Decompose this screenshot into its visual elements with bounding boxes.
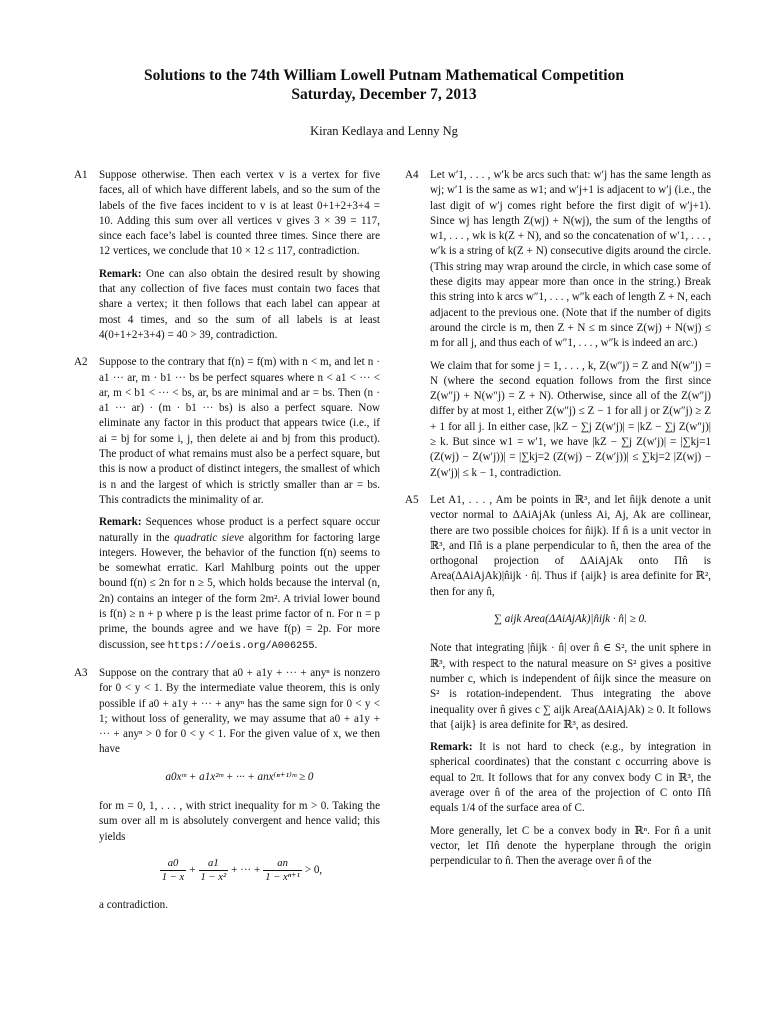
solution-text: Let A1, . . . , Am be points in ℝ³, and let n̂ijk denote a unit vector normal to ΔAiAjAk (unless Ai, Aj, Ak are collinear, there are two possible choices for n̂ijk). If n̂ is a unit vector in ℝ³, and Πn̂ is a plane perpendicular to n̂, then the area of the orthogonal projection of ΔAiAjAk onto Πn̂ is Area(ΔAiAjAk)|n̂ijk · n̂|. Thus if {aijk} is area definite for ℝ², then for any n̂, (430, 493, 711, 598)
problem-label: A2 (74, 356, 88, 369)
numerator: a1 (199, 857, 229, 871)
title-line-1: Solutions to the 74th William Lowell Putnam Mathematical Competition (144, 67, 624, 84)
display-equation: ∑ aijk Area(ΔAiAjAk)|n̂ijk · n̂| ≥ 0. (494, 613, 647, 626)
remark-text: It is not hard to check (e.g., by integration in spherical coordinates) that the constant c occurring above is equal to 2π. It follows that for any convex body C in ℝ³, the average over n̂ of the area of the projection of C onto Πn̂ equals 1/4 of the surface area of C. (430, 741, 711, 815)
solution-text: Suppose otherwise. Then each vertex v is a vertex for five faces, all of which have different labels, and so the sum of the labels of the five faces incident to v is at least 0+1+2+3+4 = 10. Adding this sum over all vertices v gives 3 × 39 = 117, since each face’s label is counted three times. Since there are 12 vertices, we conclude that 10 × 12 ≤ 117, contradiction. (99, 169, 380, 258)
remark-end: . (314, 638, 318, 651)
ellipsis-term: + ··· + (231, 863, 261, 876)
remark-paragraph (99, 515, 380, 654)
solution-text: Suppose to the contrary that f(n) = f(m) with n < m, and let n · a1 ··· ar, m · b1 ··· bs be perfect squares where n < a1 < ··· < ar, m < b1 < ··· < bs, ar, bs are minimal and ar = bs. Then (n · a1 ··· ar) · (m · b1 ··· bs) is also a perfect square. Now eliminate any factor in this product that appears twice (i.e., if ai = bj for some i, j, then delete ai and bj from this product). The product of what remains must also be a perfect square, but this is now a product of distinct integers, the smallest of which is n and the largest of which is strictly smaller than ar = bs. This contradicts the minimality of ar. (99, 356, 380, 506)
problem-label: A5 (405, 493, 419, 506)
remark-label: Remark: (430, 741, 473, 754)
problem-label: A4 (405, 169, 419, 181)
denominator: 1 − x² (200, 871, 227, 883)
remark-paragraph (99, 267, 380, 343)
fraction (263, 857, 302, 884)
emphasis-text: quadratic sieve (174, 531, 244, 544)
inequality-tail: > 0, (304, 863, 323, 876)
solution-text: Note that integrating |n̂ijk · n̂| over n̂ ∈ S², the unit sphere in ℝ³, with respect to the natural measure on S² gives a positive number c, which is independent of n̂ijk since the measure on S² is rotation-independent. Thus integrating the above inequality over n̂ gives c ∑ aijk Area(ΔAiAjAk) ≥ 0. It follows that {aijk} is area definite for ℝ³, as desired. (430, 642, 711, 731)
problem-label: A3 (74, 666, 88, 679)
display-equation: a0xᵐ + a1x²ᵐ + ··· + anx⁽ⁿ⁺¹⁾ᵐ ≥ 0 (165, 770, 314, 783)
remark-paragraph (430, 740, 711, 816)
denominator: 1 − x (161, 871, 185, 883)
fraction (160, 857, 186, 884)
problem-a1 (74, 168, 380, 343)
remark-text: algorithm for factoring large integers. However, the behavior of the function f(n) seems to be somewhat erratic. Karl Mahlburg points out the upper bound f(n) ≤ 2n for n ≥ 5, which holds because the interval (n, 2n) contains an integer of the form 2m². A trivial lower bound is f(n) ≥ n + p where p is the least prime factor of n. For n = p prime, the bounds agree and we have f(p) = 2p. For more discussion, see (99, 531, 380, 651)
problem-a3 (74, 666, 380, 913)
remark-text: One can also obtain the desired result by showing that any collection of five faces must contain two faces that share a vertex; it then follows that each label can appear at most 4 times, and so the sum of all labels is at least 4(0+1+2+3+4) = 40 > 39, contradiction. (99, 267, 380, 341)
numerator: an (263, 857, 302, 871)
solution-text: More generally, let C be a convex body in ℝⁿ. For n̂ a unit vector, let Πn̂ denote the hyperplane through the origin perpendicular to n̂. Then the average over n̂ of the (430, 824, 711, 868)
numerator: a0 (160, 857, 186, 871)
solution-text: Let w′1, . . . , w′k be arcs such that: w′j has the same length as wj; w′1 is the same as w1; and w′j+1 is adjacent to w′j (i.e., the last digit of w′j comes right before the first digit of w′j+1). Since wj has length Z(wj) + N(wj), the sum of the lengths of w1, . . . , wk is k(Z + N), and so the concatenation of w′1, . . . , w′k is a string of k(Z + N) consecutive digits around the circle. (This string may wrap around the circle, in which case some of these digits may appear more than once in the string.) Break this string into k arcs w″1, . . . , w″k each of length Z + N, each adjacent to the previous one. (Note that if the number of digits around the circle is m, then Z + N ≤ m since Z(wj) + N(wj) ≤ m for all j, and thus each of w″1, . . . , w″k is indeed an arc.) (430, 169, 711, 350)
problem-a4 (405, 168, 711, 481)
denominator: 1 − xⁿ⁺¹ (265, 871, 300, 883)
remark-label: Remark: (99, 516, 142, 529)
solution-text: for m = 0, 1, . . . , with strict inequality for m > 0. Taking the sum over all m is absolutely convergent and hence valid; this yields (99, 799, 380, 843)
oeis-link[interactable]: https://oeis.org/A006255 (167, 640, 315, 652)
solution-text: a contradiction. (99, 898, 169, 911)
solution-text: Suppose on the contrary that a0 + a1y + ··· + anyⁿ is nonzero for 0 < y < 1. By the intermediate value theorem, this is only possible if a0 + a1y + ··· + anyⁿ has the same sign for 0 < y < 1; without loss of generality, we may assume that a0 + a1y + ··· + anyⁿ > 0 for 0 < y < 1. For the given value of x, we then have (99, 666, 380, 756)
problem-a2 (74, 355, 380, 654)
authors: Kiran Kedlaya and Lenny Ng (310, 124, 458, 138)
remark-label: Remark: (99, 267, 142, 280)
problem-a5 (405, 493, 711, 870)
fraction (199, 857, 229, 884)
display-equation-sum: $\frac{a0}{1 - x}$ + $\frac{a1}{\text{1 − x²}}$ + ··· + $\frac{an}{\text{1 − xⁿ⁺¹}}$ > 0, (161, 857, 323, 883)
paper-title (0, 66, 768, 104)
problem-label: A1 (74, 169, 88, 181)
remark-text: Sequences whose product is a perfect square occur naturally in the (99, 516, 380, 544)
solution-text: We claim that for some j = 1, . . . , k, Z(w″j) = Z and N(w″j) = N (where the second equation follows from the first since Z(w″j) + N(w″j) = Z + N). Otherwise, since all of the Z(w″j) differ by at most 1, either Z(w″j) ≤ Z − 1 for all j or Z(w″j) ≥ Z + 1 for all j. In either case, |kZ − ∑j Z(w′j)| = |kZ − ∑j Z(w″j)| ≥ k. But since w1 = w′1, we have |kZ − ∑j Z(w′j)| = |∑kj=1 (Z(wj) − Z(w′j))| = |∑kj=2 (Z(wj) − Z(w′j))| ≤ ∑kj=2 |Z(wj) − Z(w′j)| ≤ k − 1, contradiction. (430, 359, 711, 479)
title-line-2: Saturday, December 7, 2013 (291, 86, 477, 103)
right-column (405, 168, 711, 881)
left-column (74, 168, 380, 925)
